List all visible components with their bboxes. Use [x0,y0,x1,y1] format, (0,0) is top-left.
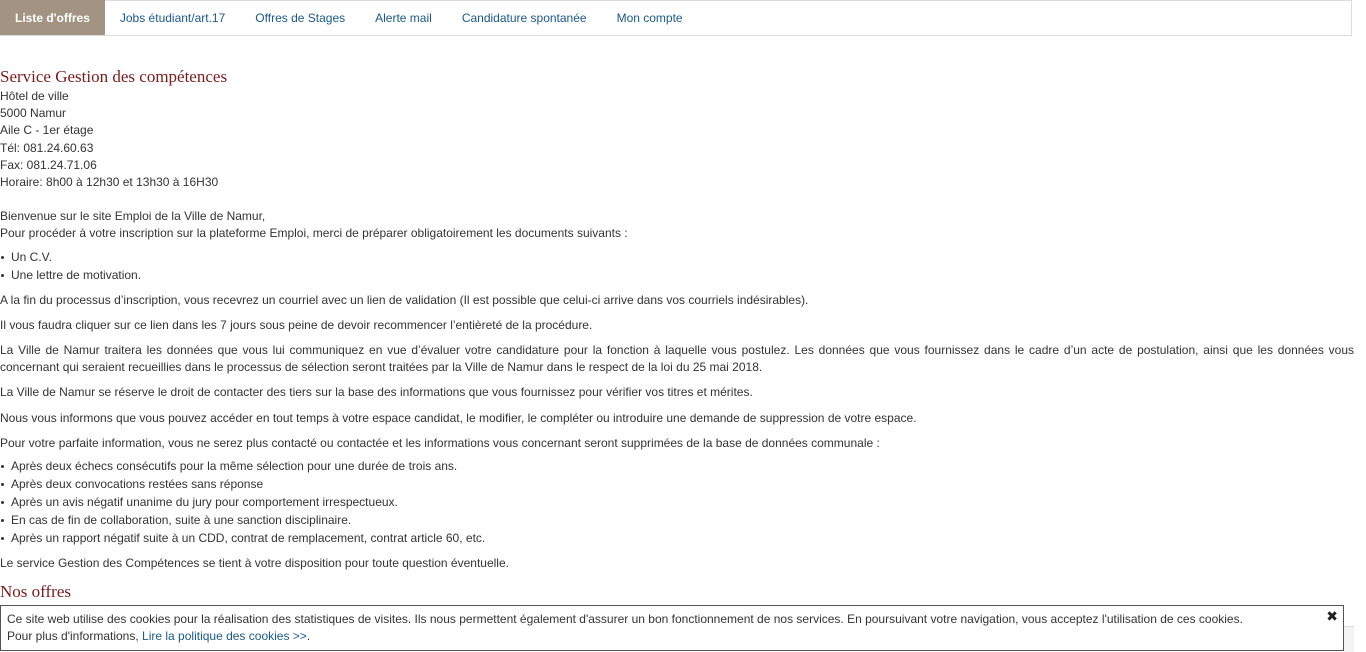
cookie-more-info: Pour plus d'informations, Lire la politique des cookies >>. [7,629,311,643]
cookie-banner [0,605,1344,651]
intro-welcome: Bienvenue sur le site Emploi de la Ville de Namur, [0,209,266,224]
list-item: Après deux convocations restées sans réponse [0,475,1354,493]
required-documents-list [0,248,1354,284]
address-line: Tél: 081.24.60.63 [0,140,94,155]
paragraph-removal-info: Pour votre parfaite information, vous ne serez plus contacté ou contactée et les informations vous concernant seront supprimées de la base de données communale : [0,435,880,450]
paragraph-validation: A la fin du processus d’inscription, vous recevrez un courriel avec un lien de validation (Il est possible que celui-ci arrive dans vos courriels indésirables). [0,292,809,307]
page-corner [1344,626,1354,652]
intro-instructions: Pour procéder à votre inscription sur la plateforme Emploi, merci de préparer obligatoirement les documents suivants : [0,226,628,241]
tab-mon-compte[interactable]: Mon compte [616,11,683,25]
tab-candidature-spontanee[interactable]: Candidature spontanée [461,11,587,25]
main-tabs [0,0,1352,36]
list-item: Une lettre de motivation. [0,266,1354,284]
address-line: Hôtel de ville [0,89,69,103]
tab-alerte-mail[interactable]: Alerte mail [375,11,432,25]
paragraph-third-party: La Ville de Namur se réserve le droit de contacter des tiers sur la base des informations que vous fournissez pour vérifier vos titres et mérites. [0,385,753,400]
cookie-policy-link[interactable]: Lire la politique des cookies >> [142,629,307,643]
offers-title: Nos offres [0,582,71,602]
tab-liste-offres[interactable]: Liste d'offres [0,0,105,35]
list-item: Après deux échecs consécutifs pour la même sélection pour une durée de trois ans. [0,457,1354,475]
address-line: Horaire: 8h00 à 12h30 et 13h30 à 16H30 [0,175,219,190]
list-item: Après un rapport négatif suite à un CDD, contrat de remplacement, contrat article 60, etc. [0,529,1354,547]
service-title: Service Gestion des compétences [0,67,228,86]
paragraph-deadline: Il vous faudra cliquer sur ce lien dans les 7 jours sous peine de devoir recommencer l’entièreté de la procédure. [0,317,593,332]
address-line: Aile C - 1er étage [0,123,94,138]
removal-reasons-list [0,457,1354,547]
service-address [0,88,1354,191]
tab-offres-stages[interactable]: Offres de Stages [255,11,346,25]
close-icon[interactable]: ✖ [1326,608,1338,624]
list-item: En cas de fin de collaboration, suite à une sanction disciplinaire. [0,511,1354,529]
address-line: 5000 Namur [0,106,67,121]
cookie-more-label: Pour plus d'informations, [7,629,143,643]
paragraph-closing: Le service Gestion des Compétences se tient à votre disposition pour toute question éventuelle. [0,556,509,571]
cookie-text: Ce site web utilise des cookies pour la réalisation des statistiques de visites. Ils nous permettent également d'assurer un bon fonctionnement de nos services. En poursuivant votre navigation, vous acceptez l'utilisation de ces cookies. [7,612,1243,626]
paragraph-candidate-space: Nous vous informons que vous pouvez accéder en tout temps à votre espace candidat, le modifier, le compléter ou introduire une demande de suppression de votre espace. [0,410,917,425]
main-content [0,67,1354,602]
tab-jobs-etudiant[interactable]: Jobs étudiant/art.17 [119,11,226,25]
address-line: Fax: 081.24.71.06 [0,157,97,172]
intro-text [0,208,1354,242]
list-item: Un C.V. [0,248,1354,266]
paragraph-data-processing: La Ville de Namur traitera les données que vous lui communiquez en vue d’évaluer votre candidature pour la fonction à laquelle vous postulez. Les données que vous fournissez dans le cadre d’un acte de postulation, ainsi que les données vous concernant qui seraient recueillies dans le processus de sélection seront traitées par la Ville de Namur dans le respect de la loi du 25 mai 2018. [0,343,1354,375]
list-item: Après un avis négatif unanime du jury pour comportement irrespectueux. [0,493,1354,511]
